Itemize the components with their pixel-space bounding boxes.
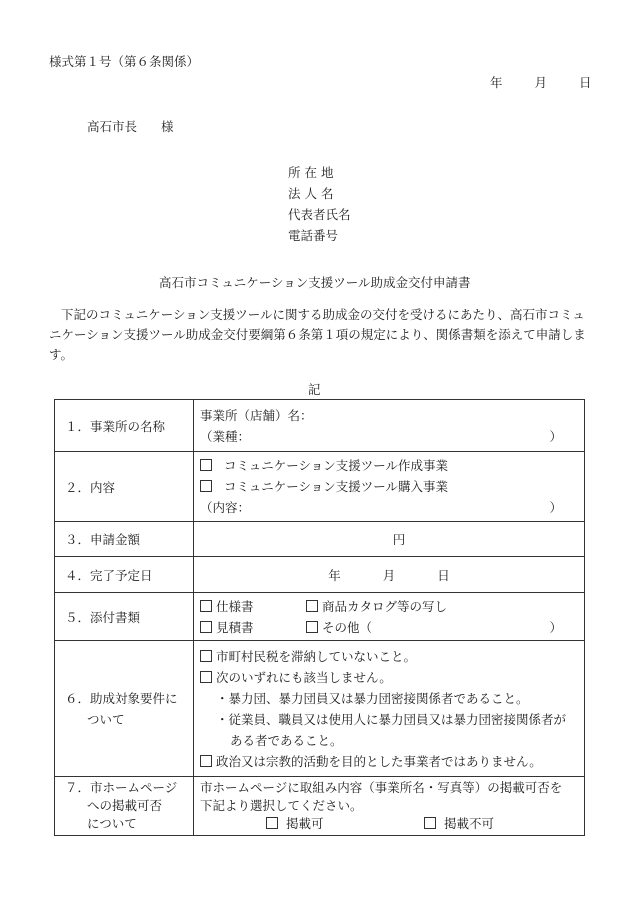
attachment-catalog: 商品カタログ等の写し <box>322 598 448 614</box>
attachment-other-close: ） <box>549 619 562 635</box>
applicant-phone-label: 電話番号 <box>288 228 339 243</box>
row-requirements <box>55 641 585 777</box>
label-requirements-line2: ついて <box>87 711 125 727</box>
website-text-1: 市ホームページに取組み内容（事業所名・写真等）の掲載可否を <box>200 780 563 795</box>
applicant-representative-label: 代表者氏名 <box>288 207 351 222</box>
website-text-2: 下記より選択してください。 <box>200 798 363 813</box>
content-detail-field[interactable]: （内容： <box>200 500 251 515</box>
row-amount <box>55 522 585 557</box>
checkbox-other[interactable] <box>306 621 318 633</box>
publish-yes: 掲載可 <box>285 816 324 831</box>
body-text: 下記のコミュニケーション支援ツールに関する助成金の交付を受けるにあたり、高石市コミュニケーション支援ツール助成金交付要綱第６条第１項の規定により、関係書類を添えて申請します。 <box>49 307 586 362</box>
attachment-estimate: 見積書 <box>216 619 254 635</box>
checkbox-tax[interactable] <box>200 650 212 662</box>
completion-day: 日 <box>437 567 450 583</box>
row-content <box>55 452 585 522</box>
addressee-line <box>87 117 174 135</box>
ki-heading: 記 <box>308 382 321 397</box>
option-create: コミュニケーション支援ツール作成事業 <box>223 458 448 473</box>
label-website-line2: への掲載可否 <box>87 798 163 813</box>
industry-close: ） <box>549 428 562 444</box>
content-close: ） <box>549 500 562 515</box>
form-number: 様式第１号（第６条関係） <box>49 54 200 69</box>
submission-date <box>490 73 591 91</box>
label-requirements-line1: ６．助成対象要件に <box>65 690 178 706</box>
addressee: 高石市長 <box>87 119 138 134</box>
amount-field[interactable] <box>194 522 585 557</box>
checkbox-spec[interactable] <box>200 600 212 612</box>
req-bullet-1: ・暴力団、暴力団員又は暴力団密接関係者であること。 <box>216 690 529 706</box>
attachment-spec: 仕様書 <box>216 598 254 614</box>
date-year: 年 <box>490 75 503 90</box>
checkbox-purchase[interactable] <box>200 480 212 492</box>
label-website-line3: について <box>87 816 137 831</box>
option-purchase: コミュニケーション支援ツール購入事業 <box>223 479 448 494</box>
row-business-name <box>55 400 585 452</box>
completion-year: 年 <box>328 567 341 583</box>
honorific: 様 <box>160 119 174 134</box>
publish-no: 掲載不可 <box>443 816 494 831</box>
checkbox-publish-yes[interactable] <box>266 817 278 829</box>
shop-name-field[interactable]: 事業所（店舗）名： <box>200 407 313 423</box>
checkbox-none-apply[interactable] <box>200 671 212 683</box>
completion-month: 月 <box>382 567 396 583</box>
applicant-info <box>288 162 351 246</box>
industry-field[interactable]: （業種： <box>200 428 251 444</box>
attachment-other: その他（ <box>322 619 373 635</box>
label-website <box>55 777 194 836</box>
date-day: 日 <box>578 75 592 90</box>
application-table <box>54 399 585 836</box>
row-attachments <box>55 593 585 641</box>
checkbox-political[interactable] <box>200 755 212 767</box>
checkbox-create[interactable] <box>200 459 212 471</box>
document-title: 高石市コミュニケーション支援ツール助成金交付申請書 <box>159 275 471 290</box>
row-completion-date <box>55 557 585 593</box>
amount-unit: 円 <box>392 532 406 547</box>
checkbox-catalog[interactable] <box>306 600 318 612</box>
checkbox-estimate[interactable] <box>200 621 212 633</box>
label-completion-date: ４．完了予定日 <box>55 557 194 593</box>
req-bullet-2-cont: ある者であること。 <box>230 732 343 748</box>
req-bullet-2: ・従業員、職員又は使用人に暴力団員又は暴力団密接関係者が <box>216 711 567 727</box>
label-business-name: １．事業所の名称 <box>55 400 194 452</box>
row-website <box>55 777 585 836</box>
label-website-line1: ７．市ホームページ <box>65 780 178 795</box>
label-amount: ３．申請金額 <box>55 522 194 557</box>
label-attachments: ５．添付書類 <box>55 593 194 641</box>
label-requirements <box>55 641 194 777</box>
req-political: 政治又は宗教的活動を目的とした事業者ではありません。 <box>216 753 542 769</box>
req-tax: 市町村民税を滞納していないこと。 <box>216 648 417 664</box>
completion-date-field[interactable] <box>194 557 585 593</box>
checkbox-publish-no[interactable] <box>424 817 436 829</box>
label-content: ２．内容 <box>55 452 194 522</box>
req-none-apply: 次のいずれにも該当しません。 <box>216 669 392 685</box>
date-month: 月 <box>534 75 547 90</box>
applicant-corp-name-label: 法 人 名 <box>288 186 334 201</box>
applicant-address-label: 所 在 地 <box>288 165 334 180</box>
